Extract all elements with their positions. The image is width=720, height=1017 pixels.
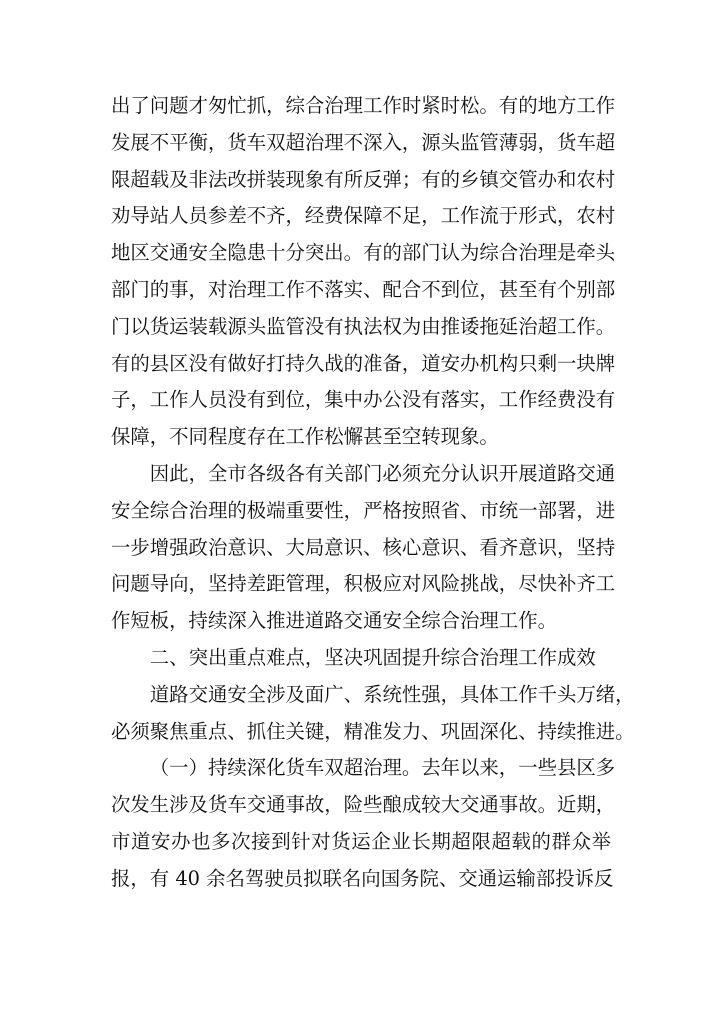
paragraph [111,88,616,456]
text-line: 必须聚焦重点、抓住关键，精准发力、巩固深化、持续推进。 [111,719,635,743]
section-heading [111,640,611,677]
text-line: 限超载及非法改拼装现象有所反弹；有的乡镇交管办和农村 [111,167,616,191]
paragraph [111,456,616,640]
text-line: 门以货运装载源头监管没有执法权为由推诿拖延治超工作。 [111,314,616,338]
text-line: 市道安办也多次接到针对货运企业长期超限超载的群众举 [111,829,611,853]
text-line: 道路交通安全涉及面广、系统性强，具体工作千头万绪， [149,682,635,706]
document-body [111,88,635,898]
text-line: 报，有 40 余名驾驶员拟联名向国务院、交通运输部投诉反 [111,866,614,890]
text-line: 出了问题才匆忙抓，综合治理工作时紧时松。有的地方工作 [111,94,616,117]
text-line: 部门的事，对治理工作不落实、配合不到位，甚至有个别部 [111,277,616,301]
text-line: （一）持续深化货车双超治理。去年以来，一些县区多 [149,756,616,780]
paragraph [111,750,616,897]
text-line: 一步增强政治意识、大局意识、核心意识、看齐意识，坚持 [111,535,616,559]
text-line: 劝导站人员参差不齐，经费保障不足，工作流于形式，农村 [111,204,616,228]
text-line: 子，工作人员没有到位，集中办公没有落实，工作经费没有 [111,388,616,412]
text-line: 地区交通安全隐患十分突出。有的部门认为综合治理是牵头 [111,241,616,265]
heading-line: 二、突出重点难点，坚决巩固提升综合治理工作成效 [149,645,596,669]
text-line: 问题导向，坚持差距管理，积极应对风险挑战，尽快补齐工 [111,572,616,596]
paragraph [111,677,635,751]
text-line: 有的县区没有做好打持久战的准备，道安办机构只剩一块牌 [111,351,616,375]
text-line: 发展不平衡，货车双超治理不深入，源头监管薄弱，货车超 [111,130,616,154]
text-line: 安全综合治理的极端重要性，严格按照省、市统一部署，进 [111,498,616,522]
text-line: 保障，不同程度存在工作松懈甚至空转现象。 [111,425,499,449]
text-line: 次发生涉及货车交通事故，险些酿成较大交通事故。近期， [111,793,616,817]
text-line: 作短板，持续深入推进道路交通安全综合治理工作。 [111,609,557,633]
text-line: 因此，全市各级各有关部门必须充分认识开展道路交通 [149,461,616,485]
